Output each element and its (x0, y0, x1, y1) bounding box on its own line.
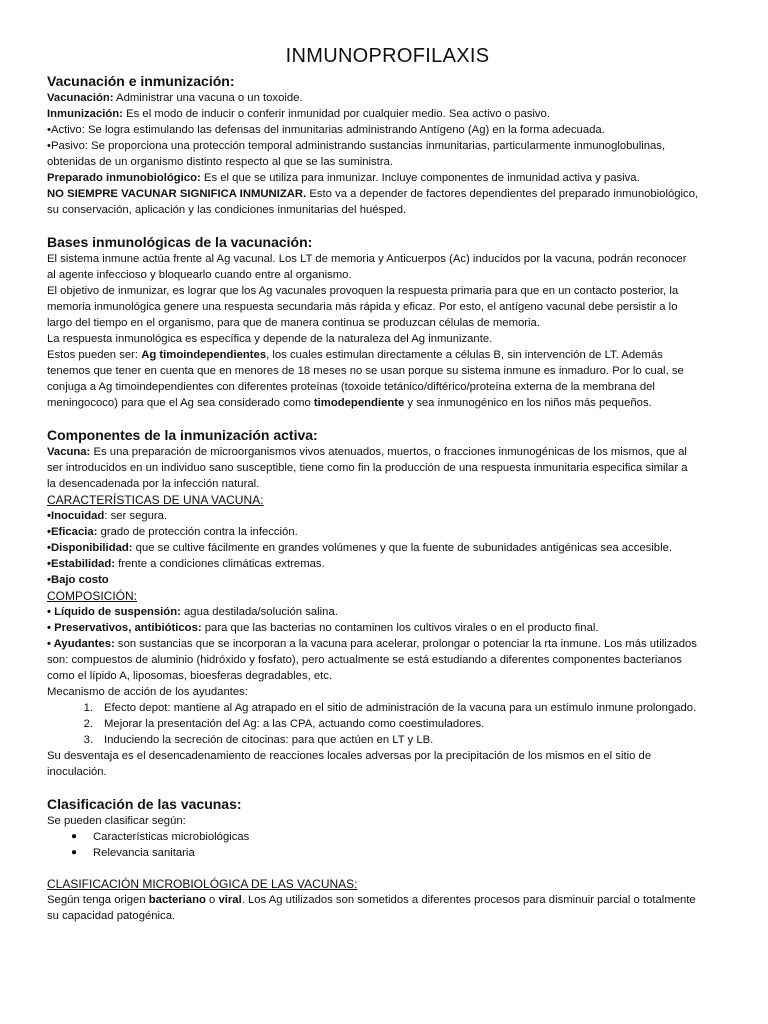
para-bases-1: El sistema inmune actúa frente al Ag vacunal. Los LT de memoria y Anticuerpos (Ac) inducidos por la vacuna, podrán reconocer al agente infeccioso y bloquearlo cuando entre al organismo. (47, 253, 687, 281)
para-vacuna-def: Vacuna: Es una preparación de microorganismos vivos atenuados, muertos, o fracciones inmunogénicas de los mismos, que al ser introducidos en un individuo sano susceptible, tiene como fin la producción de una respuesta inmunitaria especifica similar a la desencadenada por la infección natural. (47, 446, 688, 490)
para-origen: Según tenga origen bacteriano o viral. Los Ag utilizados son sometidos a diferentes procesos para disminuir parcial o totalmente su capacidad patogénica. (47, 894, 696, 922)
para-clasificar: Se pueden clasificar según: (47, 815, 186, 827)
mecanismo-list (47, 700, 728, 748)
para-no-siempre: NO SIEMPRE VACUNAR SIGNIFICA INMUNIZAR. Esto va a depender de factores dependientes del preparado inmunobiológico, su conservación, aplicación y las condiciones inmunitarias del huésped. (47, 188, 699, 216)
subheading-composicion: COMPOSICIÓN: (47, 589, 138, 603)
para-activo: •Activo: Se logra estimulando las defensas del inmunitarias administrando Antígeno (Ag) en la forma adecuada. (47, 124, 605, 136)
comp-item: • Preservativos, antibióticos: para que las bacterias no contaminen los cultivos virales o en el producto final. (47, 622, 599, 634)
list-item: ● Relevancia sanitaria (70, 847, 195, 859)
heading-vacunacion: Vacunación e inmunización: (47, 73, 235, 89)
car-item: •Estabilidad: frente a condiciones climáticas extremas. (47, 558, 325, 570)
list-item: 2. Mejorar la presentación del Ag: a las CPA, actuando como coestimuladores. (83, 718, 485, 730)
subheading-caracteristicas: CARACTERÍSTICAS DE UNA VACUNA: (47, 493, 264, 507)
car-item: •Eficacia: grado de protección contra la infección. (47, 526, 298, 538)
para-mecanismo: Mecanismo de acción de los ayudantes: (47, 686, 248, 698)
para-desventaja: Su desventaja es el desencadenamiento de reacciones locales adversas por la precipitación de los mismos en el sitio de inoculación. (47, 750, 652, 778)
clasificacion-list (47, 829, 728, 861)
para-preparado: Preparado inmunobiológico: Es el que se utiliza para inmunizar. Incluye componentes de inmunidad activa y pasiva. (47, 172, 640, 184)
para-bases-2: El objetivo de inmunizar, es lograr que los Ag vacunales provoquen la respuesta primaria para que en un contacto posterior, la memoria inmunológica genere una respuesta secundaria más rápida y eficaz. Por esto, el antígeno vacunal debe persistir a lo largo del tiempo en el organismo, para que de manera continua se produzcan células de memoria. (47, 285, 679, 329)
para-pasivo: •Pasivo: Se proporciona una protección temporal administrando sustancias inmunitarias, particularmente inmunoglobulinas, obtenidas de un organismo distinto respecto al que se las suministra. (47, 140, 666, 168)
para-bases-3: La respuesta inmunológica es específica y depende de la naturaleza del Ag inmunizante. (47, 333, 493, 345)
subheading-clasif-micro: CLASIFICACIÓN MICROBIOLÓGICA DE LAS VACUNAS: (47, 877, 358, 891)
list-item: ● Características microbiológicas (70, 831, 250, 843)
comp-item: • Ayudantes: son sustancias que se incorporan a la vacuna para acelerar, prolongar o potenciar la rta inmune. Los más utilizados son: compuestos de aluminio (hidróxido y fosfato), pero actualmente se está estudiando a diferentes componentes bacterianos como el lípido A, liposomas, bioesferas degradables, etc. (47, 638, 697, 682)
heading-componentes: Componentes de la inmunización activa: (47, 427, 318, 443)
car-item: •Disponibilidad: que se cultive fácilmente en grandes volúmenes y que la fuente de subunidades antigénicas sea accesible. (47, 542, 673, 554)
list-item: 3. Induciendo la secreción de citocinas: para que actúen en LT y LB. (83, 734, 434, 746)
page-title: INMUNOPROFILAXIS (285, 45, 490, 67)
comp-item: • Líquido de suspensión: agua destilada/solución salina. (47, 606, 338, 618)
para-bases-4: Estos pueden ser: Ag timoindependientes, los cuales estimulan directamente a células B, sin intervención de LT. Además tenemos que tener en cuenta que en menores de 18 meses no se usan porque su sistema inmune es inmaduro. Por lo cual, se conjuga a Ag timoindependientes con diferentes proteínas (toxoide tetánico/diftérico/proteína externa de la membrana del meningococo) para que el Ag sea considerado como timodependiente y sea inmunogénico en los niños más pequeños. (47, 349, 684, 409)
heading-bases: Bases inmunológicas de la vacunación: (47, 234, 313, 250)
car-item: •Bajo costo (47, 574, 109, 586)
list-item: 1. Efecto depot: mantiene al Ag atrapado en el sitio de administración de la vacuna para un estímulo inmune prolongado. (83, 702, 697, 714)
heading-clasificacion: Clasificación de las vacunas: (47, 796, 242, 812)
para-vacunacion: Vacunación: Administrar una vacuna o un toxoide. (47, 92, 303, 104)
car-item: •Inocuidad: ser segura. (47, 510, 168, 522)
para-inmunizacion: Inmunización: Es el modo de inducir o conferir inmunidad por cualquier medio. Sea activo o pasivo. (47, 108, 550, 120)
